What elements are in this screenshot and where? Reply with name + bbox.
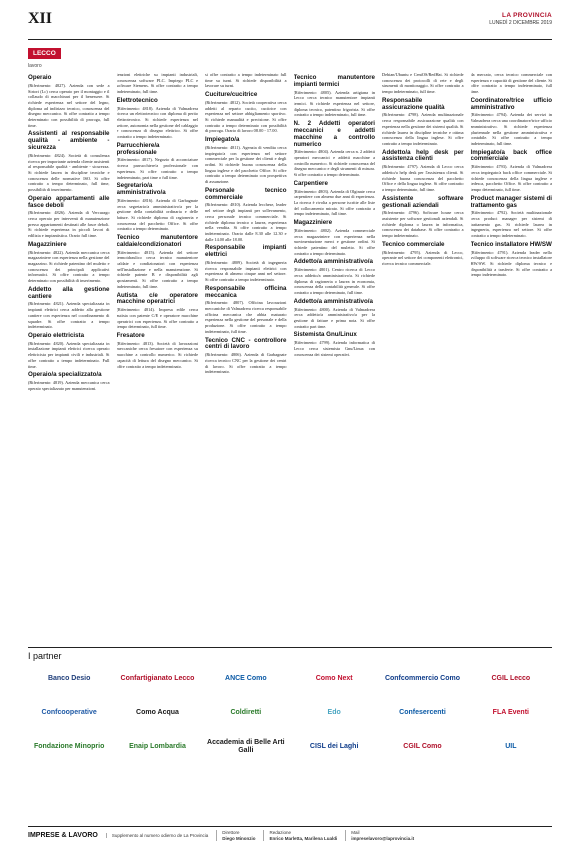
job-description: (Riferimento: 4816). Azienda di Garbagnate cerca segretario/a amministrativo/a per la gestione della contabilità ordinaria e delle fatture. Si richiede diploma di ragioneria e conoscenza del pacchetto Office. Si offre contratto a tempo determinato. (116, 197, 198, 232)
job-ad (471, 150, 553, 193)
partner-logo: Confartigianato Lecco (120, 675, 195, 682)
job-description: (Riferimento: 4814). Impresa edile cerca autista con patente C/E e operatore macchine operatrici con esperienza. Si offre contratto a tempo determinato, full time. (116, 307, 198, 330)
job-description: (Riferimento: 4799). Azienda informatica di Lecco cerca sistemista Gnu/Linux con conoscenza dei sistemi operativi. (293, 340, 375, 357)
job-ad (117, 235, 199, 290)
job-ad (205, 137, 287, 185)
job-description: (Riferimento: 4815). Azienda del settore termoidraulico cerca tecnico manutentore caldaie e condizionatori con esperienza nell'installazione e nella manutenzione. Si richiede patente B e disponibilità agli spostamenti. Si offre contratto a tempo indeterminato, full time. (116, 249, 198, 289)
partner-logo: CGIL Lecco (491, 675, 531, 682)
job-title: Addetto/a amministrativo/a (293, 297, 373, 305)
job-description: (Riferimento: 4821). Azienda specializzata in impianti elettrici cerca addetto alla gestione cantiere con esperienza nel coordinamento di squadre. Si offre contratto a tempo indeterminato. (28, 301, 110, 330)
job-description: (Riferimento: 4826). Azienda di Vercurago cerca operaio per interventi di manutenzione presso appartamenti destinati alle fasce deboli. Si richiede esperienza in piccoli lavori di edilizia e impiantistica. Orario full time. (28, 210, 110, 239)
page-footer (28, 826, 552, 844)
job-title: Responsabile officina meccanica (205, 284, 287, 299)
partner-logo-grid (28, 664, 552, 762)
job-ad (205, 338, 287, 375)
section-subtitle: lavoro (28, 63, 42, 69)
job-ad (28, 333, 110, 369)
partner-logo: Como Next (315, 675, 353, 682)
footer-mail-address[interactable]: impreselavoro@laprovincia.it (351, 835, 415, 841)
listing-column (28, 72, 110, 640)
job-title: Tecnico manutentore caldaie/condizionatori (116, 234, 198, 248)
job-description: (Riferimento: 4800). Azienda di Valmadrera cerca addetto/a amministrativo/a per la gestione di fatture e prima nota. Si offre contratto part time. (293, 306, 375, 329)
job-ad (294, 75, 376, 118)
listing-column (471, 72, 553, 640)
job-ad (382, 72, 464, 95)
issue-date: LUNEDÌ 2 DICEMBRE 2019 (489, 20, 552, 26)
job-description: (Riferimento: 4811). Agenzia di vendita cerca impiegato/a con esperienza nel settore commerciale per la gestione dei clienti e degli ordini. Si richiede buona conoscenza della lingua inglese e del pacchetto Office. Si offre contratto a tempo determinato con prospettiva di assunzione. (205, 144, 287, 185)
job-ad (382, 196, 464, 239)
job-description: (Riferimento: 4803). Azienda di Olginate cerca carpentiere con almeno due anni di esperienza. La ricerca è rivolta a persone iscritte alle liste del collocamento mirato. Si offre contratto a tempo indeterminato, full time. (293, 188, 375, 217)
job-description: Debian/Ubuntu e CentOS/RedHat. Si richiede conoscenza dei protocolli di rete e degli strumenti di monitoraggio. Si offre contratto a tempo indeterminato, full time. (382, 72, 464, 95)
job-ad (205, 188, 287, 243)
job-description: (Riferimento: 4794). Azienda dei servizi in Valmadrera cerca una coordinatore/trice ufficio amministrativo. Si richiede esperienza pluriennale nella gestione amministrativa e contabile. Si offre contratto a tempo indeterminato, full time. (470, 112, 552, 146)
footer-director-label: Direttore (222, 830, 240, 835)
job-ad (294, 181, 376, 217)
job-description: (Riferimento: 4820). Azienda specializzata in installazione impianti elettrici ricerca operaio elettricista per impianti civili e industriali. Si offre contratto a tempo indeterminato. Full time. (28, 340, 110, 369)
job-ad (28, 131, 110, 192)
footer-editors-label: Redazione (269, 830, 291, 835)
job-description: da mercato, cerca tecnico commerciale con esperienza e capacità di gestione del cliente. Si offre contratto a tempo indeterminato, full time. (470, 72, 552, 95)
job-description: (Riferimento: 4793). Azienda di Valmadrera cerca impiegato/a back office commerciale. Si richiede conoscenza della lingua inglese e tedesca, pacchetto Office. Si offre contratto a tempo determinato, full time. (470, 164, 552, 193)
job-description: (Riferimento: 4822). Azienda meccanica cerca magazziniere con esperienza nella gestione del magazzino. Si richiede patentino del muletto e conoscenza dei principali applicativi informatici. Si offre contratto a tempo determinato con possibilità di inserimento. (28, 249, 110, 284)
job-description: (Riferimento: 4792). Società multinazionale cerca product manager per sistemi di trattamento gas. Si richiede laurea in ingegneria, esperienza nel settore. Si offre contratto a tempo indeterminato. (470, 210, 552, 239)
job-title: Tecnico installatore HW/SW (470, 240, 552, 248)
listing-column (205, 72, 287, 640)
job-title: Product manager sistemi di trattamento gas (470, 194, 552, 209)
job-description: (Riferimento: 4817). Negozio di acconciature ricerca parrucchiere/a professionale con esperienza. Si offre contratto a tempo indeterminato, part time o full time. (116, 157, 198, 180)
footer-supplement: Supplemento al numero odierno de La Provincia (106, 833, 208, 839)
partner-logo: Banco Desio (47, 675, 91, 682)
job-ad (294, 332, 376, 357)
job-description: si offre contratto a tempo indeterminato full time su turni. Si richiede disponibilità a lavorare su turni. (205, 72, 287, 89)
job-description: (Riferimento: 4796). Software house cerca assistente per software gestionali aziendali. Si richiede diploma o laurea in informatica, conoscenza dei database. Si offre contratto a tempo indeterminato. (382, 210, 464, 239)
footer-editors (263, 830, 337, 841)
job-ad (471, 98, 553, 147)
job-title: Parrucchiere/a professionale (116, 141, 160, 156)
partner-logo: Confcooperative (41, 709, 97, 716)
partner-logo: Confcommercio Como (384, 675, 461, 682)
job-description: (Riferimento: 4812). Società cooperativa cerca addetti al reparto cucito, cucitrice con esperienza nel settore abbigliamento sportivo. Si richiede manualità e precisione. Si offre contratto a tempo determinato con possibilità di proroga. Orario di lavoro 08.00 - 17.00. (205, 99, 287, 134)
job-title: Responsabile impianti elettrici (205, 244, 287, 259)
partner-logo: Como Acqua (136, 709, 179, 716)
job-ad (382, 98, 464, 147)
partner-logo: Coldiretti (230, 709, 262, 716)
job-ad (205, 92, 287, 134)
job-ad (28, 287, 110, 330)
footer-director (216, 830, 255, 841)
job-description: (Riferimento: 4805). Azienda artigiana in Lecco cerca tecnico manutentore impianti termici. Si richiede esperienza nel settore, diploma tecnico, patentino frigorista. Si offre contratto a tempo indeterminato, full time. (293, 89, 375, 118)
job-description: (Riferimento: 4827). Azienda con sede a Sirtori (Lc) cerca operaio per il montaggio e il collaudo di macchinari per il benessere. Si richiede esperienza nel settore del legno, diploma ad indirizzo tecnico, conoscenza del disegno meccanico. Si offre contratto a tempo determinato con possibilità di proroga, full time. (28, 82, 110, 128)
job-ad (28, 372, 110, 391)
job-description: (Riferimento: 4798). Azienda multinazionale cerca responsabile assicurazione qualità con esperienza nella gestione dei sistemi qualità. Si richiede laurea in discipline tecniche e ottima conoscenza della lingua inglese. Si offre contratto a tempo indeterminato. (382, 112, 464, 146)
job-ad (117, 72, 199, 95)
job-description: (Riferimento: 4801). Centro ricerca di Lecco cerca addetto/a amministrativo/a. Si richiede diploma di ragioneria o laurea in economia, conoscenza della contabilità generale. Si offre contratto a tempo determinato, full time. (293, 267, 375, 296)
job-title: Autista c/e operatore macchine operatrici (116, 291, 198, 306)
job-description: (Riferimento: 4797). Azienda di Lecco cerca addetto/a help desk per l'assistenza clienti. Si richiede buona conoscenza del pacchetto Office e della lingua inglese. Si offre contratto a tempo determinato, full time. (382, 164, 464, 193)
job-title: Assistenti al responsabile qualità - ambiente - sicurezza (28, 130, 110, 152)
job-title: Addetto/a help desk per assistenza clienti (382, 148, 464, 163)
partner-logo: Confesercenti (399, 709, 446, 716)
job-title: Operaio (28, 74, 52, 81)
job-title: Addetto/a amministrativo/a (293, 258, 373, 266)
job-ad (117, 333, 199, 369)
job-description: (Riferimento: 4818). Azienda di Valmadrera ricerca un elettrotecnico con diploma di perito elettrotecnico. Si richiede esperienza nel settore, autonomia nella gestione del cablaggio e conoscenza di disegno elettrico. Si offre contratto a tempo indeterminato. (116, 105, 198, 140)
section-tag: LECCO (28, 48, 61, 59)
job-title: Impiegato/a (205, 136, 240, 144)
job-title: Addetto alla gestione cantiere (28, 285, 110, 300)
job-title: N. 2 Addetti operatori meccanici e addetti macchine a controllo numerico (293, 120, 375, 148)
footer-director-name: Diego Minonzio (222, 835, 256, 841)
job-title: Operaio appartamenti alle fasce deboli (28, 194, 110, 209)
job-ad (294, 220, 376, 256)
job-title: Segretario/a amministrativo/a (116, 182, 166, 197)
job-title: Operaio/a specializzato/a (28, 371, 102, 379)
job-ad (205, 72, 287, 89)
job-description: (Riferimento: 4819). Azienda meccanica cerca operaio specializzato per manutenzioni. (28, 380, 110, 391)
job-ad (471, 196, 553, 239)
job-ad (117, 98, 199, 140)
job-title: Tecnico CNC - controllore centri di lavoro (205, 336, 287, 351)
page-number: XII (28, 10, 53, 27)
job-title: Sistemista Gnu/Linux (293, 331, 357, 339)
job-title: Operaio elettricista (28, 331, 85, 339)
job-ad (117, 143, 199, 180)
job-title: Tecnico commerciale (382, 240, 445, 248)
partner-logo: Accademia di Belle Arti Galli (207, 739, 285, 754)
job-title: Magazziniere (28, 240, 67, 248)
job-description: (Riferimento: 4807). Officina lavorazioni meccaniche di Valmadrera ricerca responsabile officina meccanica che abbia maturato esperienza nella gestione del personale e della produzione. Si offre contratto a tempo indeterminato, full time. (205, 300, 287, 334)
job-description: (Riferimento: 4804). Azienda cerca n. 2 addetti operatori meccanici e addetti macchine a controllo numerico. Si richiede conoscenza del disegno meccanico e degli strumenti di misura. Si offre contratto a tempo determinato. (293, 149, 375, 178)
job-description: (Riferimento: 4824). Società di consulenza ricerca per importante azienda cliente assistenti al responsabile qualità - ambiente - sicurezza. Si richiede laurea in discipline tecniche e conoscenza delle normative ISO. Si offre contratto a tempo determinato, full time, possibilità di inserimento. (28, 152, 110, 193)
job-ad (294, 299, 376, 330)
footer-mail (345, 830, 414, 841)
job-title: Coordinatore/trice ufficio amministrativo (470, 96, 552, 111)
job-ad (382, 150, 464, 193)
partner-logo: UIL (505, 743, 517, 750)
job-title: Impiegato/a back office commerciale (470, 148, 552, 163)
job-description: (Riferimento: 4795). Azienda di Lecco, operante nel settore dei componenti elettronici, ricerca tecnico commerciale. (382, 249, 464, 267)
job-title: Cuciture/cucitrice (205, 91, 258, 99)
listing-column (294, 72, 376, 640)
job-description: (Riferimento: 4802). Azienda commerciale cerca magazziniere con esperienza nella movimentazione merci e gestione ordini. Si richiede patentino del muletto. Si offre contratto a tempo determinato. (293, 227, 375, 256)
job-title: Fresatore (116, 331, 145, 339)
partner-logo: FLA Eventi (492, 709, 529, 716)
masthead (489, 12, 552, 26)
job-title: Responsabile assicurazione qualità (382, 96, 445, 111)
job-ad (205, 245, 287, 282)
partner-logo: Edo (327, 709, 341, 716)
job-description: (Riferimento: 4813). Società di lavorazioni meccaniche cerca fresatore con esperienza su macchine a controllo numerico. Si richiede capacità di lettura del disegno meccanico. Si offre contratto a tempo indeterminato. (116, 340, 198, 369)
job-ad (28, 196, 110, 239)
job-ad (117, 183, 199, 232)
job-ad (28, 242, 110, 284)
job-ad (28, 75, 110, 128)
footer-editors-names: Enrico Marletta, Marilena Lualdi (269, 835, 338, 841)
partner-logo: Enaip Lombardia (129, 743, 186, 750)
job-ad (471, 72, 553, 95)
job-ad (117, 293, 199, 330)
job-description: tenzioni elettriche su impianti industriali, conoscenza software PLC. Impiego PLC e software Siemens. Si offre contratto a tempo indeterminato, full time. (116, 72, 198, 95)
job-description: (Riferimento: 4791). Azienda leader nello sviluppo di software ricerca tecnico installatore HW/SW. Si richiede diploma tecnico e disponibilità a trasferte. Si offre contratto a tempo indeterminato. (470, 249, 552, 278)
listing-column (382, 72, 464, 640)
job-ad (382, 242, 464, 267)
partners-section (28, 647, 552, 819)
job-title: Tecnico manutentore impianti termici (293, 74, 375, 88)
listing-column (117, 72, 199, 640)
partner-logo: CGIL Como (403, 743, 442, 750)
partner-logo: CISL dei Laghi (309, 743, 359, 750)
job-title: Carpentiere (293, 179, 328, 187)
newspaper-brand: LA PROVINCIA (502, 12, 552, 19)
job-title: Assistente software gestionali aziendali (382, 194, 464, 209)
job-listings (28, 72, 552, 640)
job-title: Personale tecnico commerciale (205, 186, 287, 201)
job-description: (Riferimento: 4809). Società di ingegneria ricerca responsabile impianti elettrici con esperienza di almeno cinque anni nel settore. Si offre contratto a tempo indeterminato. (205, 259, 287, 283)
job-ad (294, 121, 376, 178)
job-ad (205, 286, 287, 335)
partner-logo: Fondazione Minoprio (33, 743, 105, 750)
job-title: Magazziniere (293, 219, 333, 227)
page-header (28, 10, 552, 40)
job-ad (471, 242, 553, 278)
partners-title: I partner (28, 651, 62, 661)
footer-brand: IMPRESE & LAVORO (28, 832, 98, 839)
job-description: (Riferimento: 4806). Azienda di Garbagnate ricerca tecnico CNC per la gestione dei centri di lavoro. Si offre contratto a tempo indeterminato. (205, 352, 287, 375)
job-title: Elettrotecnico (116, 96, 158, 104)
job-ad (294, 259, 376, 295)
job-description: (Riferimento: 4810). Azienda lecchese, leader nel settore degli impianti per sollevamento, cerca personale tecnico commerciale. Si richiede diploma tecnico o laurea, esperienza nella vendita. Si offre contratto a tempo indeterminato. Orario dalle 8.30 alle 12.30 e dalle 14.00 alle 18.00. (205, 202, 287, 242)
partner-logo: ANCE Como (225, 675, 267, 682)
footer-mail-label: Mail (351, 830, 360, 835)
